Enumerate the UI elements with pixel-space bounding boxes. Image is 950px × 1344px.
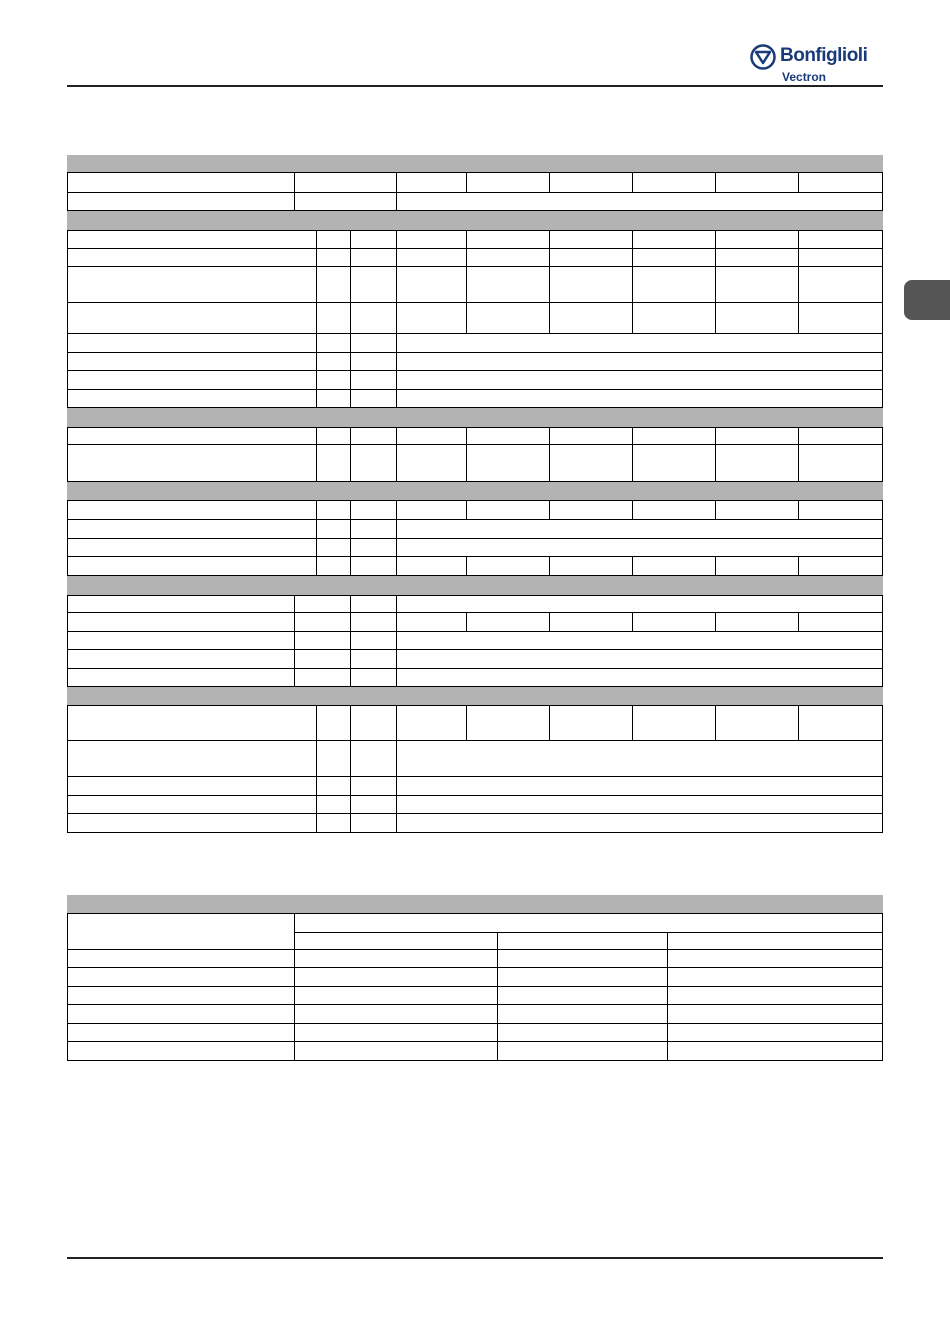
table-row — [67, 595, 883, 613]
subheader-rule — [294, 932, 882, 933]
table-cell-divider — [632, 231, 633, 248]
table-cell-divider — [549, 231, 550, 248]
table-cell-divider — [466, 613, 467, 631]
section-header — [67, 211, 883, 230]
table-cell-divider — [667, 968, 668, 986]
table-row — [67, 193, 883, 211]
table-cell-divider — [396, 520, 397, 538]
table-row — [67, 1005, 883, 1024]
table-cell-divider — [667, 1005, 668, 1023]
table-cell-divider — [466, 249, 467, 266]
table-cell-divider — [396, 741, 397, 776]
table-row — [67, 987, 883, 1005]
table-cell-divider — [316, 428, 317, 444]
table-row — [67, 500, 883, 520]
table-cell-divider — [632, 445, 633, 481]
table-cell-divider — [715, 557, 716, 575]
table-cell-divider — [294, 1024, 295, 1041]
table-cell-divider — [396, 390, 397, 407]
brand-name: Bonfiglioli — [780, 45, 868, 66]
table-cell-divider — [396, 334, 397, 352]
table-cell-divider — [715, 249, 716, 266]
table-cell-divider — [632, 613, 633, 631]
table-cell-divider — [316, 353, 317, 370]
table-cell-divider — [316, 557, 317, 575]
table-cell-divider — [294, 968, 295, 986]
table-cell-divider — [294, 650, 295, 668]
table-cell-divider — [316, 539, 317, 556]
table-row — [67, 950, 883, 968]
table-row — [67, 968, 883, 987]
footer-rule — [67, 1257, 883, 1259]
table-cell-divider — [798, 445, 799, 481]
table-cell-divider — [396, 303, 397, 333]
brand-subname: Vectron — [782, 70, 827, 84]
table-cell-divider — [350, 814, 351, 832]
table-cell-divider — [294, 669, 295, 686]
table-cell-divider — [396, 613, 397, 631]
table-cell-divider — [667, 1024, 668, 1041]
section-header — [67, 687, 883, 705]
table-cell-divider — [715, 445, 716, 481]
table-row — [67, 1042, 883, 1061]
table-cell-divider — [350, 334, 351, 352]
table-cell-divider — [316, 334, 317, 352]
table-row — [67, 796, 883, 814]
section-header — [67, 408, 883, 427]
table-row — [67, 172, 883, 193]
bonfiglioli-logo-icon — [750, 44, 776, 70]
table-cell-divider — [350, 632, 351, 649]
table-row — [67, 669, 883, 687]
table-cell-divider — [316, 303, 317, 333]
table-cell-divider — [350, 353, 351, 370]
table-row — [67, 334, 883, 353]
table-cell-divider — [466, 557, 467, 575]
table-cell-divider — [466, 267, 467, 302]
table-cell-divider — [396, 669, 397, 686]
table-cell-divider — [549, 249, 550, 266]
table-cell-divider — [549, 706, 550, 740]
table-cell-divider — [316, 390, 317, 407]
table-cell-divider — [350, 706, 351, 740]
table-row — [67, 303, 883, 334]
table-cell-divider — [549, 501, 550, 519]
table-cell-divider — [396, 557, 397, 575]
table-cell-divider — [549, 173, 550, 192]
table-cell-divider — [798, 173, 799, 192]
table-cell-divider — [715, 501, 716, 519]
table-row — [67, 777, 883, 796]
table-cell-divider — [350, 669, 351, 686]
table-cell-divider — [798, 428, 799, 444]
table-row — [67, 390, 883, 408]
table-row — [67, 371, 883, 390]
table-cell-divider — [715, 303, 716, 333]
table-cell-divider — [316, 814, 317, 832]
table-cell-divider — [316, 501, 317, 519]
table-cell-divider — [350, 390, 351, 407]
table-cell-divider — [798, 613, 799, 631]
table-cell-divider — [466, 501, 467, 519]
table-cell-divider — [350, 501, 351, 519]
table-row — [67, 632, 883, 650]
table-row — [67, 267, 883, 303]
header-rule — [67, 85, 883, 87]
table-row — [67, 249, 883, 267]
table-cell-divider — [396, 632, 397, 649]
section-header — [67, 895, 883, 913]
table-cell-divider — [316, 231, 317, 248]
table-row — [67, 353, 883, 371]
table-cell-divider — [350, 796, 351, 813]
table-cell-divider — [715, 173, 716, 192]
table-cell-divider — [396, 249, 397, 266]
table-row — [67, 557, 883, 576]
table-row — [67, 427, 883, 445]
table-cell-divider — [350, 303, 351, 333]
table-cell-divider — [667, 987, 668, 1004]
table-cell-divider — [798, 557, 799, 575]
table-cell-divider — [497, 950, 498, 967]
chapter-tab — [904, 280, 950, 320]
table-cell-divider — [549, 428, 550, 444]
table-cell-divider — [632, 706, 633, 740]
table-cell-divider — [632, 267, 633, 302]
table-cell-divider — [294, 613, 295, 631]
table-cell-divider — [466, 445, 467, 481]
table-cell-divider — [396, 428, 397, 444]
table-cell-divider — [396, 371, 397, 389]
table-cell-divider — [294, 596, 295, 612]
table-cell-divider — [466, 428, 467, 444]
table-cell-divider — [316, 249, 317, 266]
table-cell-divider — [466, 231, 467, 248]
table-cell-divider — [294, 1005, 295, 1023]
section-header — [67, 482, 883, 500]
table-cell-divider — [316, 796, 317, 813]
table-cell-divider — [350, 539, 351, 556]
table-cell-divider — [396, 231, 397, 248]
table-cell-divider — [350, 777, 351, 795]
table-cell-divider — [497, 968, 498, 986]
table-cell-divider — [350, 231, 351, 248]
table-cell-divider — [294, 950, 295, 967]
table-cell-divider — [316, 741, 317, 776]
table-cell-divider — [632, 428, 633, 444]
table-cell-divider — [549, 267, 550, 302]
table-cell-divider — [497, 1005, 498, 1023]
table-cell-divider — [715, 428, 716, 444]
table-cell-divider — [396, 501, 397, 519]
table-cell-divider — [497, 1024, 498, 1041]
table-cell-divider — [396, 267, 397, 302]
table-cell-divider — [350, 650, 351, 668]
table-row — [67, 613, 883, 632]
table-cell-divider — [396, 777, 397, 795]
table-cell-divider — [798, 303, 799, 333]
table-cell-divider — [798, 249, 799, 266]
table-cell-divider — [294, 987, 295, 1004]
table-cell-divider — [350, 557, 351, 575]
table-cell-divider — [715, 267, 716, 302]
table-cell-divider — [632, 501, 633, 519]
table-row — [67, 230, 883, 249]
table-cell-divider — [715, 613, 716, 631]
bonfiglioli-logo — [750, 44, 884, 86]
table-cell-divider — [294, 632, 295, 649]
table-cell-divider — [549, 557, 550, 575]
table-cell-divider — [396, 173, 397, 192]
table-cell-divider — [294, 193, 295, 210]
table-cell-divider — [667, 1042, 668, 1060]
table-cell-divider — [497, 1042, 498, 1060]
table-cell-divider — [396, 796, 397, 813]
table-cell-divider — [350, 741, 351, 776]
table-cell-divider — [316, 777, 317, 795]
table-cell-divider — [715, 231, 716, 248]
table-cell-divider — [350, 428, 351, 444]
table-cell-divider — [798, 501, 799, 519]
table-cell-divider — [294, 1042, 295, 1060]
table-cell-divider — [798, 267, 799, 302]
section-header — [67, 576, 883, 595]
table-cell-divider — [632, 249, 633, 266]
table-cell-divider — [798, 706, 799, 740]
table-cell-divider — [396, 193, 397, 210]
table-cell-divider — [632, 557, 633, 575]
table-cell-divider — [715, 706, 716, 740]
table-cell-divider — [632, 303, 633, 333]
table-cell-divider — [466, 173, 467, 192]
table-cell-divider — [396, 706, 397, 740]
table-cell-divider — [350, 249, 351, 266]
table-cell-divider — [316, 706, 317, 740]
table-row — [67, 520, 883, 539]
table-cell-divider — [396, 539, 397, 556]
table-cell-divider — [396, 814, 397, 832]
table-cell-divider — [316, 445, 317, 481]
table-cell-divider — [316, 267, 317, 302]
section-header — [67, 155, 883, 172]
table-cell-divider — [350, 520, 351, 538]
table-row — [67, 741, 883, 777]
table-cell-divider — [466, 303, 467, 333]
table-cell-divider — [350, 445, 351, 481]
table-cell-divider — [316, 371, 317, 389]
table-row — [67, 445, 883, 482]
table-cell-divider — [667, 950, 668, 967]
table-row — [67, 1024, 883, 1042]
table-cell-divider — [396, 596, 397, 612]
table-row — [67, 913, 883, 950]
table-cell-divider — [497, 987, 498, 1004]
table-cell-divider — [350, 371, 351, 389]
table-row — [67, 650, 883, 669]
table-cell-divider — [466, 706, 467, 740]
table-cell-divider — [396, 445, 397, 481]
table-cell-divider — [350, 267, 351, 302]
table-cell-divider — [294, 173, 295, 192]
table-row — [67, 539, 883, 557]
table-cell-divider — [549, 445, 550, 481]
table-row — [67, 705, 883, 741]
table-cell-divider — [667, 932, 668, 949]
table-cell-divider — [350, 613, 351, 631]
table-cell-divider — [497, 932, 498, 949]
table-cell-divider — [798, 231, 799, 248]
table-cell-divider — [396, 650, 397, 668]
table-cell-divider — [549, 613, 550, 631]
table-cell-divider — [396, 353, 397, 370]
table-cell-divider — [316, 520, 317, 538]
table-cell-divider — [549, 303, 550, 333]
table-cell-divider — [350, 596, 351, 612]
table-cell-divider — [632, 173, 633, 192]
table-row — [67, 814, 883, 833]
